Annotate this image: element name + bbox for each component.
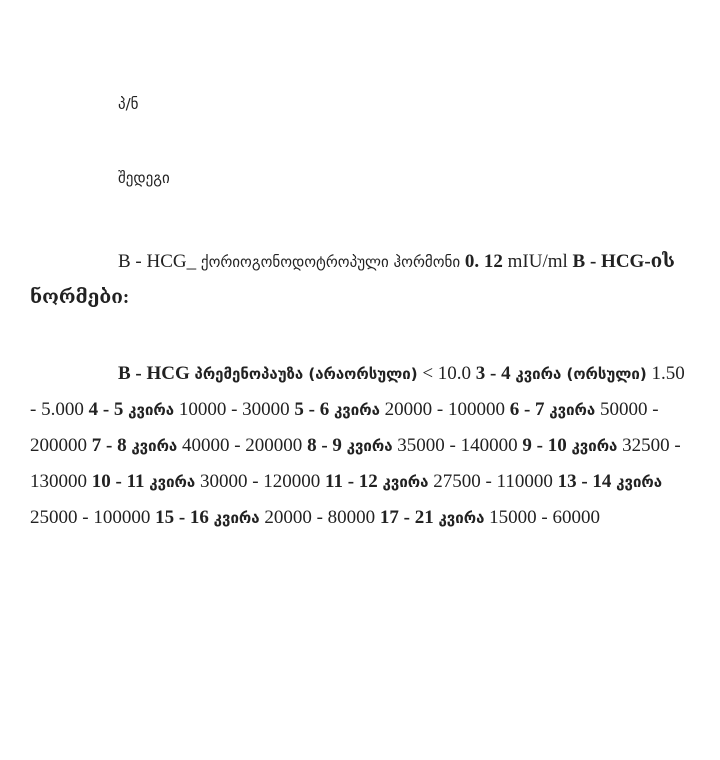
norm-rows: [30, 363, 685, 528]
norm-row-label: კვირა: [333, 401, 380, 419]
norm-row-range: 10 - 11: [91, 471, 145, 492]
norm-row-label: კვირა: [128, 401, 175, 419]
norm-row: [89, 399, 290, 420]
norm-row-label: კვირა: [149, 473, 196, 491]
result-value: 0. 12: [464, 251, 503, 272]
norms-heading: B - HCG-ის ნორმები:: [30, 251, 675, 308]
norm-row-value: 20000 - 80000: [264, 507, 376, 528]
norm-row-range: 3 - 4: [475, 363, 511, 384]
norm-row-value: 35000 - 140000: [397, 435, 518, 456]
result-unit: mIU/ml: [507, 251, 568, 272]
norm-row-range: 4 - 5: [88, 399, 124, 420]
norm-row-range: 7 - 8: [91, 435, 127, 456]
norm-row-value: 10000 - 30000: [178, 399, 290, 420]
norm-row-range: 11 - 12: [325, 471, 378, 492]
test-name: B - HCG_: [118, 251, 197, 272]
page-label: პ/ნ: [118, 95, 139, 113]
norm-row-value: 15000 - 60000: [489, 507, 600, 528]
result-paragraph: [30, 244, 690, 316]
norm-row-value: 20000 - 100000: [384, 399, 505, 420]
norm-row-label: კვირა: [213, 509, 260, 527]
norm-row: [307, 435, 518, 456]
norm-row-value: 30000 - 120000: [199, 471, 321, 492]
norms-paragraph: [30, 356, 690, 536]
norm-row-value: 25000 - 100000: [30, 507, 151, 528]
page-label-paragraph: [30, 86, 690, 122]
norm-row-label: კვირა: [131, 437, 178, 455]
norm-row-range: 6 - 7: [509, 399, 545, 420]
norm-row-label: კვირა: [571, 437, 618, 455]
norm-row-range: 9 - 10: [522, 435, 567, 456]
norm-row: [325, 471, 553, 492]
norm-row-value: 40000 - 200000: [181, 435, 303, 456]
norm-row-range: 17 - 21: [379, 507, 434, 528]
norm-row-label: კვირა (ორსული): [515, 365, 647, 383]
norm-row-range: 15 - 16: [155, 507, 209, 528]
norm-row-value: 1.50 - 5.000: [30, 363, 685, 420]
section-title: შედეგი: [118, 169, 170, 187]
test-description: ქორიოგონოდოტროპული ჰორმონი: [200, 253, 461, 271]
norm-row-label: კვირა: [616, 473, 663, 491]
norm-row-value: 27500 - 110000: [433, 471, 553, 492]
norm-row-label: კვირა: [346, 437, 393, 455]
norm-row-range: 13 - 14: [557, 471, 612, 492]
norm-row-label: კვირა: [438, 509, 485, 527]
norms-intro-value: < 10.0: [422, 363, 472, 384]
norm-row-label: კვირა: [549, 401, 596, 419]
norm-row: [380, 507, 600, 528]
norm-row-label: კვირა: [382, 473, 429, 491]
norms-intro-label: B - HCG: [118, 363, 190, 384]
norm-row-value: 32500 - 130000: [30, 435, 681, 492]
section-title-paragraph: [30, 160, 690, 196]
norm-row: [92, 471, 321, 492]
norm-row: [155, 507, 375, 528]
norms-intro-desc: პრემენოპაუზა (არაორსული): [194, 365, 418, 383]
norm-row-range: 5 - 6: [294, 399, 330, 420]
norm-row: [294, 399, 505, 420]
norm-row: [92, 435, 303, 456]
norm-row-value: 50000 - 200000: [30, 399, 659, 456]
norm-row-range: 8 - 9: [307, 435, 342, 456]
